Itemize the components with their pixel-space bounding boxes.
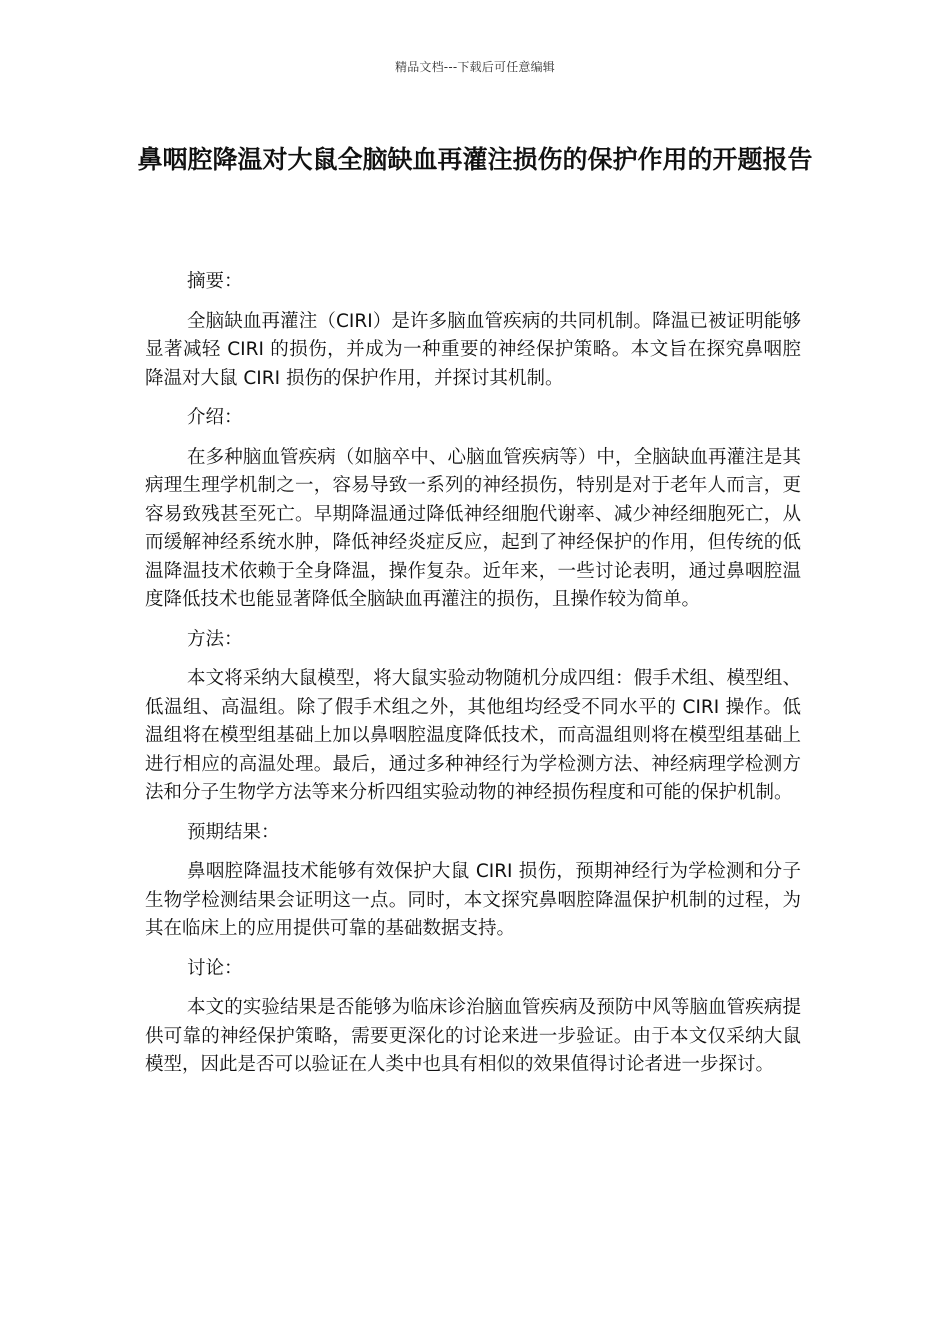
- section-body-abstract: 全脑缺血再灌注（CIRI）是许多脑血管疾病的共同机制。降温已被证明能够显著减轻 CIRI 的损伤，并成为一种重要的神经保护策略。本文旨在探究鼻咽腔降温对大鼠 CIRI 损伤的保护作用，并探讨其机制。: [145, 310, 801, 389]
- section-heading-discussion: 讨论：: [187, 957, 243, 979]
- section-body-introduction: 在多种脑血管疾病（如脑卒中、心脑血管疾病等）中，全脑缺血再灌注是其病理生理学机制之一，容易导致一系列的神经损伤，特别是对于老年人而言，更容易致残甚至死亡。早期降温通过降低神经细胞代谢率、减少神经细胞死亡，从而缓解神经系统水肿，降低神经炎症反应，起到了神经保护的作用，但传统的低温降温技术依赖于全身降温，操作复杂。近年来，一些讨论表明，通过鼻咽腔温度降低技术也能显著降低全脑缺血再灌注的损伤，且操作较为简单。: [145, 446, 801, 610]
- section-heading-abstract: 摘要：: [187, 271, 243, 292]
- section-body-expected-results: 鼻咽腔降温技术能够有效保护大鼠 CIRI 损伤，预期神经行为学检测和分子生物学检测结果会证明这一点。同时，本文探究鼻咽腔降温保护机制的过程，为其在临床上的应用提供可靠的基础数据支持。: [145, 861, 801, 939]
- document-body: [145, 268, 801, 1091]
- document-title: 鼻咽腔降温对大鼠全脑缺血再灌注损伤的保护作用的开题报告: [137, 145, 813, 174]
- section-heading-expected-results: 预期结果：: [187, 821, 280, 843]
- section-body-discussion: 本文的实验结果是否能够为临床诊治脑血管疾病及预防中风等脑血管疾病提供可靠的神经保护策略，需要更深化的讨论来进一步验证。由于本文仅采纳大鼠模型，因此是否可以验证在人类中也具有相似的效果值得讨论者进一步探讨。: [145, 997, 801, 1075]
- section-body-methods: 本文将采纳大鼠模型，将大鼠实验动物随机分成四组：假手术组、模型组、低温组、高温组。除了假手术组之外，其他组均经受不同水平的 CIRI 操作。低温组将在模型组基础上加以鼻咽腔温度降低技术，而高温组则将在模型组基础上进行相应的高温处理。最后，通过多种神经行为学检测方法、神经病理学检测方法和分子生物学方法等来分析四组实验动物的神经损伤程度和可能的保护机制。: [145, 668, 801, 803]
- section-heading-methods: 方法：: [187, 628, 243, 650]
- section-heading-introduction: 介绍：: [187, 407, 243, 428]
- header-note: 精品文档---下载后可任意编辑: [395, 60, 555, 74]
